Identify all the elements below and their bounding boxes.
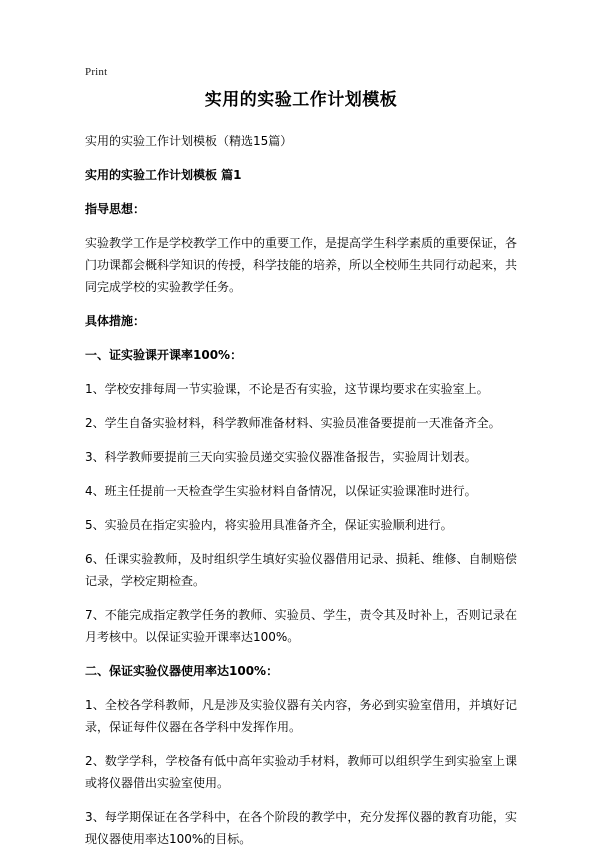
document-content [85,88,517,862]
list-item: 4、班主任提前一天检查学生实验材料自备情况，以保证实验课准时进行。 [85,484,477,498]
page-title: 实用的实验工作计划模板 [204,90,398,110]
list-item: 2、数学学科，学校备有低中高年实验动手材料，教师可以组织学生到实验室上课或将仪器借出实验室使用。 [85,754,517,790]
subsection-heading-measures: 具体措施： [85,314,146,328]
list-item: 3、每学期保证在各学科中，在各个阶段的教学中，充分发挥仪器的教育功能，实现仪器使用率达100%的目标。 [85,810,517,846]
list-item: 7、不能完成指定教学任务的教师、实验员、学生，责令其及时补上，否则记录在月考核中。以保证实验开课率达100%。 [85,608,517,644]
list-heading-two: 二、保证实验仪器使用率达100%： [85,664,279,678]
document-subtitle: 实用的实验工作计划模板（精选15篇） [85,134,293,148]
section-heading: 实用的实验工作计划模板 篇1 [85,168,242,182]
list-item: 2、学生自备实验材料，科学教师准备材料、实验员准备要提前一天准备齐全。 [85,416,501,430]
subsection-heading-guiding-thought: 指导思想： [85,202,146,216]
list-item: 6、任课实验教师，及时组织学生填好实验仪器借用记录、损耗、维修、自制赔偿记录，学校定期检查。 [85,552,517,588]
list-item: 1、学校安排每周一节实验课，不论是否有实验，这节课均要求在实验室上。 [85,382,489,396]
print-button[interactable]: Print [85,66,108,78]
paragraph-guiding-thought: 实验教学工作是学校教学工作中的重要工作，是提高学生科学素质的重要保证，各门功课都会概科学知识的传授，科学技能的培养，所以全校师生共同行动起来，共同完成学校的实验教学任务。 [85,236,518,294]
list-item: 5、实验员在指定实验内，将实验用具准备齐全，保证实验顺利进行。 [85,518,453,532]
list-heading-one: 一、证实验课开课率100%： [85,348,243,362]
list-item: 3、科学教师要提前三天向实验员递交实验仪器准备报告，实验周计划表。 [85,450,477,464]
list-item: 1、全校各学科教师，凡是涉及实验仪器有关内容，务必到实验室借用，并填好记录，保证每件仪器在各学科中发挥作用。 [85,698,517,734]
